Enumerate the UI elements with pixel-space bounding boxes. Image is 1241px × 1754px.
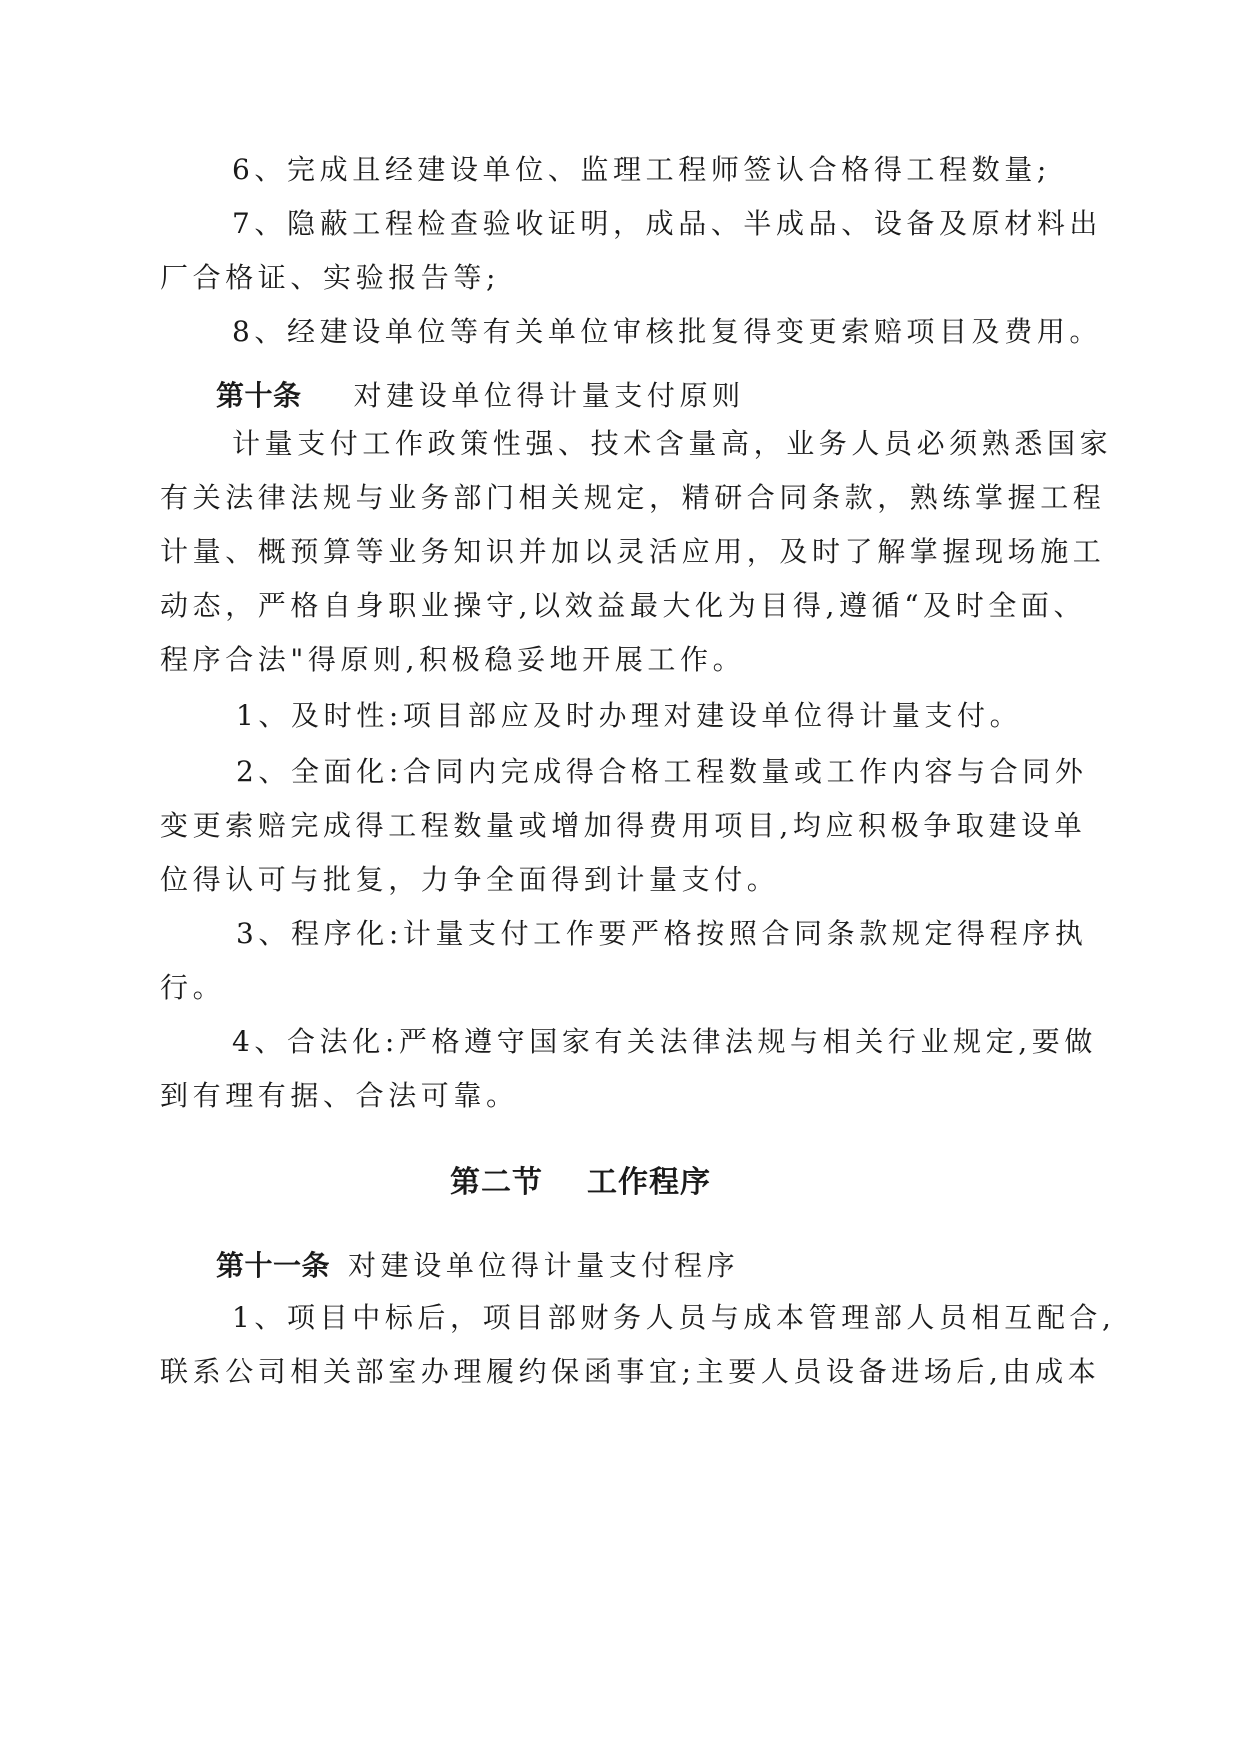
point-2-line-3: 位得认可与批复，力争全面得到计量支付。 [160,863,780,896]
article-10-intro-line-3: 计量、概预算等业务知识并加以灵活应用，及时了解掌握现场施工 [160,535,1106,568]
item-8: 8、经建设单位等有关单位审核批复得变更索赔项目及费用。 [232,315,1103,348]
article-10-intro-line-2: 有关法律法规与业务部门相关规定，精研合同条款，熟练掌握工程 [160,481,1106,514]
article-10-title: 对建设单位得计量支付原则 [353,379,745,412]
item-7-line-1: 7、隐蔽工程检查验收证明，成品、半成品、设备及原材料出 [232,207,1103,240]
article-11-line-1: 1、项目中标后，项目部财务人员与成本管理部人员相互配合, [232,1301,1116,1334]
section-2-heading [450,1165,711,1200]
article-11-label: 第十一条 [216,1249,331,1282]
article-11-line-2: 联系公司相关部室办理履约保函事宜;主要人员设备进场后,由成本 [160,1355,1101,1388]
article-10-intro-line-5: 程序合法"得原则,积极稳妥地开展工作。 [160,643,746,676]
article-10-intro-line-1: 计量支付工作政策性强、技术含量高，业务人员必须熟悉国家 [232,427,1113,460]
point-2-line-1: 2、全面化:合同内完成得合格工程数量或工作内容与合同外 [236,755,1088,788]
point-4-line-1: 4、合法化:严格遵守国家有关法律法规与相关行业规定,要做 [232,1025,1097,1058]
section-2-title: 工作程序 [587,1165,711,1200]
item-7-line-2: 厂合格证、实验报告等; [160,261,501,294]
article-10-heading [216,379,745,412]
section-2-label: 第二节 [450,1165,543,1200]
point-1: 1、及时性:项目部应及时办理对建设单位得计量支付。 [236,699,1023,732]
article-10-label: 第十条 [216,379,302,412]
point-3-line-2: 行。 [160,971,226,1004]
article-11-title: 对建设单位得计量支付程序 [348,1249,740,1282]
point-3-line-1: 3、程序化:计量支付工作要严格按照合同条款规定得程序执 [236,917,1088,950]
point-4-line-2: 到有理有据、合法可靠。 [160,1079,519,1112]
article-10-intro-line-4: 动态，严格自身职业操守,以效益最大化为目得,遵循“及时全面、 [160,589,1087,622]
item-6: 6、完成且经建设单位、监理工程师签认合格得工程数量; [232,153,1051,186]
article-11-heading [216,1249,740,1282]
point-2-line-2: 变更索赔完成得工程数量或增加得费用项目,均应积极争取建设单 [160,809,1087,842]
